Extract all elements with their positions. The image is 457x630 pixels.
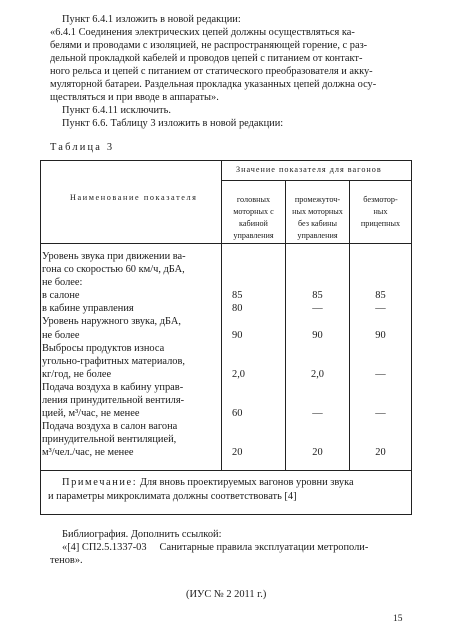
row-value-col1: 90 [232,330,243,341]
row-label: Выбросы продуктов износа [42,343,165,354]
row-value-col1: 2,0 [232,369,245,380]
header-col3: безмотор- [363,195,398,204]
page-number: 15 [393,614,403,624]
table-top-rule [40,160,412,161]
note-text: Для вновь проектируемых вагонов уровни звука [137,477,354,488]
row-value-col3: — [375,303,386,314]
intro-line: муляторной батареи. Раздельная прокладка указанных цепей должна осу- [50,79,377,90]
note-lead: Примечание: [62,477,138,488]
row-label: кг/год, не более [42,369,112,380]
header-col2: промежуточ- [294,195,341,204]
source-note: (ИУС № 2 2011 г.) [186,589,267,600]
row-value-col1: 85 [232,290,243,301]
bibliography-line: «[4] СП2.5.1337-03 Санитарные правила эксплуатации метрополи- [62,542,369,553]
row-label: Подача воздуха в кабину управ- [42,382,184,393]
row-label: принудительной вентиляцией, [42,434,177,445]
row-label: Уровень наружного звука, дБА, [42,316,181,327]
bibliography-line: Библиография. Дополнить ссылкой: [62,529,222,540]
row-label: в салоне [42,290,80,301]
header-col1: головных [236,195,271,204]
row-value-col2: 2,0 [311,369,324,380]
row-label: м³/чел./час, не менее [42,447,134,458]
table-header-rule [40,243,412,244]
row-value-col3: 20 [375,447,386,458]
header-col2: управления [297,231,338,240]
header-col1: управления [233,231,274,240]
header-group: Значение показателя для вагонов [236,165,382,174]
table-caption: Таблица 3 [50,142,115,153]
row-value-col3: — [375,408,386,419]
row-label: не более [42,330,80,341]
row-value-col3: 90 [375,330,386,341]
intro-line: Пункт 6.6. Таблицу 3 изложить в новой редакции: [62,118,284,129]
row-value-col2: 85 [312,290,323,301]
row-label: угольно-графитных материалов, [42,356,185,367]
intro-line: Пункт 6.4.11 исключить. [62,105,171,116]
row-value-col1: 80 [232,303,243,314]
header-col3: прицепных [360,219,401,228]
header-col2: ных моторных [292,207,343,216]
intro-line: белями и проводами с изоляцией, не распространяющей горение, с раз- [50,40,368,51]
intro-line: дельной прокладкой кабелей и проводов цепей с питанием от контакт- [50,53,363,64]
header-col1: кабиной [239,219,268,228]
table-note [62,477,354,489]
header-col2: без кабины [298,219,337,228]
row-value-col1: 20 [232,447,243,458]
table-right-rule [411,160,412,515]
intro-line: ного рельса и цепей с питанием от статического преобразователя и акку- [50,66,373,77]
table-bottom-rule [40,514,412,515]
intro-line: ществляться и при вводе в аппараты». [50,92,219,103]
row-value-col2: 90 [312,330,323,341]
row-label: не более: [42,277,83,288]
row-label: в кабине управления [42,303,134,314]
row-value-col2: 20 [312,447,323,458]
row-value-col2: — [312,408,323,419]
row-label: гона со скоростью 60 км/ч, дБА, [42,264,185,275]
row-value-col3: 85 [375,290,386,301]
header-col3: ных [373,207,388,216]
bibliography-line: тенов». [50,555,83,566]
table-body-rule [40,470,412,471]
row-value-col1: 60 [232,408,243,419]
table-group-rule [221,180,412,181]
header-name-col: Наименование показателя [70,193,198,202]
row-label: Уровень звука при движении ва- [42,251,186,262]
row-label: цией, м³/час, не менее [42,408,140,419]
intro-line: Пункт 6.4.1 изложить в новой редакции: [62,14,241,25]
table-left-rule [40,160,41,515]
row-value-col3: — [375,369,386,380]
table-note-line: и параметры микроклимата должны соответствовать [4] [48,491,297,502]
header-col1: моторных с [233,207,274,216]
row-label: ления принудительной вентиля- [42,395,185,406]
row-label: Подача воздуха в салон вагона [42,421,178,432]
row-value-col2: — [312,303,323,314]
intro-line: «6.4.1 Соединения электрических цепей должны осуществляться ка- [50,27,355,38]
